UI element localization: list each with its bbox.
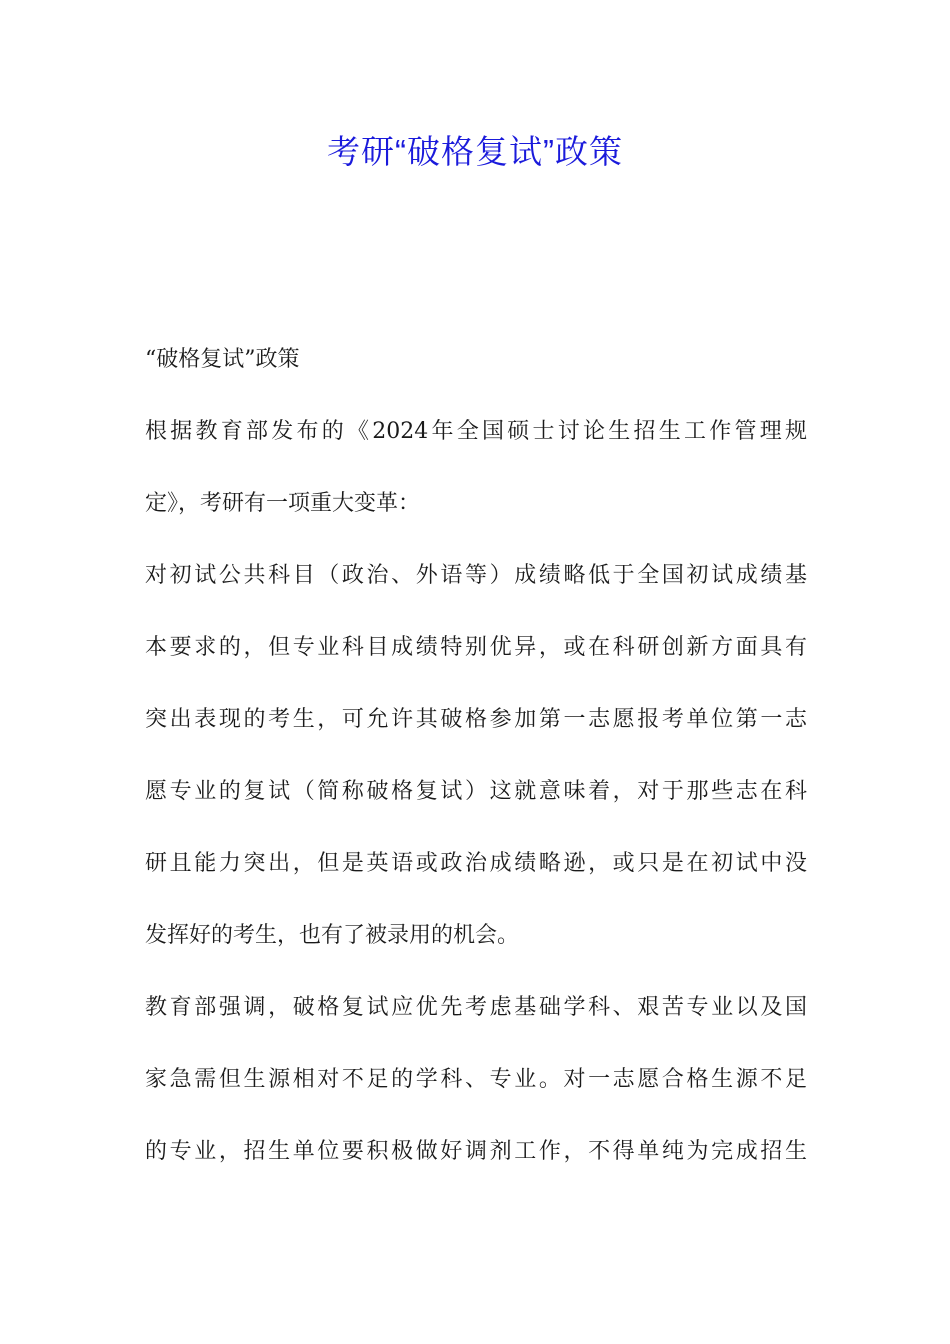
paragraph-line: 对初试公共科目（政治、外语等）成绩略低于全国初试成绩基 <box>145 563 807 588</box>
paragraph-line: 突出表现的考生，可允许其破格参加第一志愿报考单位第一志 <box>145 707 807 732</box>
paragraph-line: 发挥好的考生，也有了被录用的机会。 <box>145 923 520 948</box>
paragraph-line: 教育部强调，破格复试应优先考虑基础学科、艰苦专业以及国 <box>145 995 807 1020</box>
document-body <box>145 334 807 1198</box>
heading-line: “破格复试”政策 <box>145 347 300 372</box>
paragraph-line: 的专业，招生单位要积极做好调剂工作，不得单纯为完成招生 <box>145 1139 807 1164</box>
paragraph-line: 本要求的，但专业科目成绩特别优异，或在科研创新方面具有 <box>145 635 807 660</box>
paragraph-line: 家急需但生源相对不足的学科、专业。对一志愿合格生源不足 <box>145 1067 807 1092</box>
paragraph-line: 愿专业的复试（简称破格复试）这就意味着，对于那些志在科 <box>145 779 807 804</box>
paragraph-line: 定》，考研有一项重大变革： <box>145 491 421 516</box>
paragraph-line: 根据教育部发布的《2024年全国硕士讨论生招生工作管理规 <box>145 419 807 444</box>
document-title: 考研“破格复试”政策 <box>327 133 623 170</box>
paragraph-line: 研且能力突出，但是英语或政治成绩略逊，或只是在初试中没 <box>145 851 807 876</box>
